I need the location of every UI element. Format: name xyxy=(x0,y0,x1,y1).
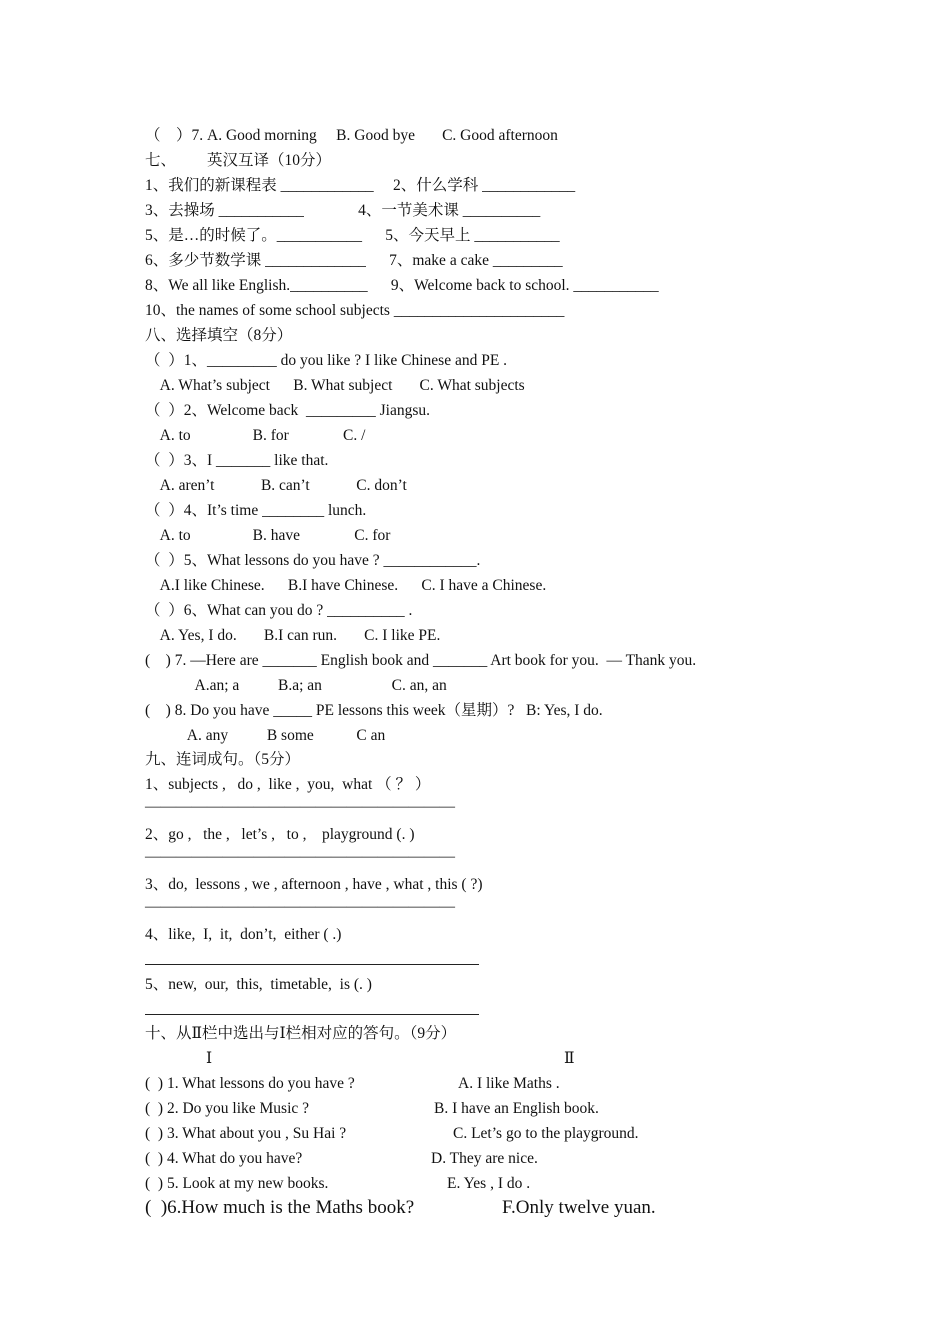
section-7-title: 七、 英汉互译（10分） xyxy=(145,152,332,169)
choice-question: ( ) 7. —Here are _______ English book and _______ Art book for you. — Thank you. xyxy=(145,652,697,669)
match-question: ( ) 4. What do you have? xyxy=(145,1150,303,1167)
translation-line: 8、We all like English.__________ 9、Welcome back to school. ___________ xyxy=(145,277,659,294)
choice-question: （ ）5、What lessons do you have ? ____________. xyxy=(145,552,481,569)
match-question: ( ) 1. What lessons do you have ? xyxy=(145,1075,355,1092)
match-question: ( ) 5. Look at my new books. xyxy=(145,1175,329,1192)
choice-question: （ ）4、It’s time ________ lunch. xyxy=(145,502,367,519)
translation-line: 1、我们的新课程表 ____________ 2、什么学科 ____________ xyxy=(145,177,576,194)
column-1-header: Ⅰ xyxy=(206,1050,213,1067)
question-7-options: （ ）7. A. Good morning B. Good bye C. Good afternoon xyxy=(145,127,558,144)
match-question: ( ) 3. What about you , Su Hai ? xyxy=(145,1125,347,1142)
section-8-title: 八、选择填空（8分） xyxy=(145,327,293,344)
translation-line: 10、the names of some school subjects ______________________ xyxy=(145,302,565,319)
word-order-item: 4、like, I, it, don’t, either ( .) xyxy=(145,926,342,943)
translation-line: 6、多少节数学课 _____________ 7、make a cake _________ xyxy=(145,252,563,269)
word-order-item: 1、subjects , do , like , you, what （ ？ ） xyxy=(145,776,431,793)
match-answer: E. Yes , I do . xyxy=(447,1175,531,1192)
word-order-item: 3、do, lessons , we , afternoon , have , what , this ( ?) xyxy=(145,876,483,893)
answer-line xyxy=(145,964,479,965)
choice-options: A. any B some C an xyxy=(145,727,386,744)
answer-dash-line: ———————————————————— xyxy=(145,898,455,915)
match-answer: C. Let’s go to the playground. xyxy=(453,1125,639,1142)
match-question: ( )6.How much is the Maths book? xyxy=(145,1197,415,1218)
choice-options: A.an; a B.a; an C. an, an xyxy=(145,677,447,694)
answer-dash-line: ———————————————————— xyxy=(145,798,455,815)
match-question: ( ) 2. Do you like Music ? xyxy=(145,1100,310,1117)
column-2-header: Ⅱ xyxy=(564,1050,575,1067)
choice-question: （ ）6、What can you do ? __________ . xyxy=(145,602,413,619)
answer-dash-line: ———————————————————— xyxy=(145,848,455,865)
choice-question: （ ）1、_________ do you like ? I like Chinese and PE . xyxy=(145,352,508,369)
match-answer: F.Only twelve yuan. xyxy=(502,1197,656,1218)
choice-question: ( ) 8. Do you have _____ PE lessons this week（星期）? B: Yes, I do. xyxy=(145,702,603,719)
match-answer: B. I have an English book. xyxy=(434,1100,599,1117)
translation-line: 5、是…的时候了。___________ 5、今天早上 ___________ xyxy=(145,227,560,244)
choice-options: A. aren’t B. can’t C. don’t xyxy=(145,477,407,494)
choice-options: A. to B. for C. / xyxy=(145,427,366,444)
answer-line xyxy=(145,1014,479,1015)
section-10-title: 十、从Ⅱ栏中选出与Ⅰ栏相对应的答句。（9分） xyxy=(145,1025,457,1042)
word-order-item: 5、new, our, this, timetable, is (. ) xyxy=(145,976,372,993)
choice-options: A. to B. have C. for xyxy=(145,527,391,544)
word-order-item: 2、go , the , let’s , to , playground (. ) xyxy=(145,826,415,843)
choice-question: （ ）2、Welcome back _________ Jiangsu. xyxy=(145,402,431,419)
choice-options: A. What’s subject B. What subject C. What subjects xyxy=(145,377,525,394)
section-9-title: 九、连词成句。（5分） xyxy=(145,751,301,768)
choice-question: （ ）3、I _______ like that. xyxy=(145,452,329,469)
choice-options: A.I like Chinese. B.I have Chinese. C. I have a Chinese. xyxy=(145,577,547,594)
translation-line: 3、去操场 ___________ 4、一节美术课 __________ xyxy=(145,202,541,219)
choice-options: A. Yes, I do. B.I can run. C. I like PE. xyxy=(145,627,441,644)
match-answer: A. I like Maths . xyxy=(458,1075,560,1092)
match-answer: D. They are nice. xyxy=(431,1150,538,1167)
